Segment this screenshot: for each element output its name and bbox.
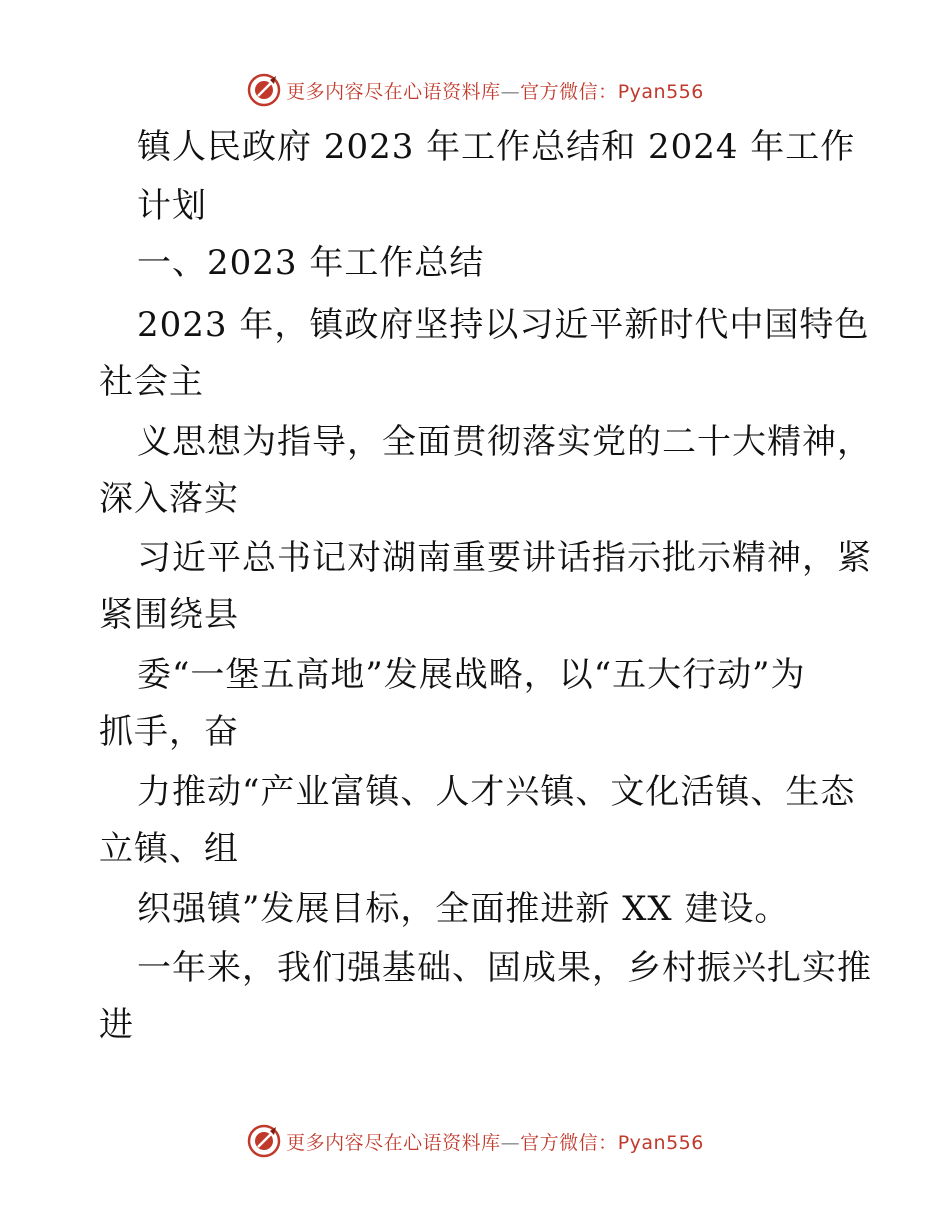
- paragraph-line: 抓手，奋: [99, 712, 239, 752]
- paragraph-line: 深入落实: [99, 479, 239, 519]
- paragraph-line: 社会主: [99, 362, 204, 402]
- seal-logo-icon: [246, 1123, 282, 1159]
- watermark-id: Pyan556: [617, 80, 704, 103]
- seal-logo-icon: [246, 72, 282, 108]
- paragraph-line: 义思想为指导，全面贯彻落实党的二十大精神，: [137, 422, 872, 462]
- watermark-main: 更多内容尽在心语资料库: [286, 80, 501, 103]
- paragraph-line: 立镇、组: [99, 829, 239, 869]
- paragraph-line: 习近平总书记对湖南重要讲话指示批示精神，紧: [137, 538, 872, 578]
- watermark-main: 更多内容尽在心语资料库: [286, 1131, 501, 1154]
- watermark-label: 官方微信：: [520, 1131, 618, 1154]
- paragraph-line: 委“一堡五高地”发展战略，以“五大行动”为: [137, 655, 806, 695]
- watermark-separator: —: [500, 80, 521, 103]
- watermark-separator: —: [500, 1131, 521, 1154]
- watermark-label: 官方微信：: [520, 80, 618, 103]
- paragraph-line: 进: [99, 1005, 134, 1045]
- watermark-text: [286, 77, 704, 104]
- watermark-id: Pyan556: [617, 1131, 704, 1154]
- paragraph-line: 紧围绕县: [99, 595, 239, 635]
- doc-title-line-2: 计划: [137, 186, 207, 226]
- watermark-text: [286, 1128, 704, 1155]
- paragraph-line: 2023 年，镇政府坚持以习近平新时代中国特色: [137, 305, 870, 345]
- paragraph-line: 一年来，我们强基础、固成果，乡村振兴扎实推: [137, 948, 872, 988]
- section-heading: 一、2023 年工作总结: [137, 243, 485, 283]
- doc-title-line-1: 镇人民政府 2023 年工作总结和 2024 年工作: [137, 127, 856, 167]
- header-watermark: [0, 70, 950, 110]
- paragraph-line: 织强镇”发展目标，全面推进新 XX 建设。: [137, 889, 790, 929]
- paragraph-line: 力推动“产业富镇、人才兴镇、文化活镇、生态: [137, 772, 856, 812]
- footer-watermark: [0, 1121, 950, 1161]
